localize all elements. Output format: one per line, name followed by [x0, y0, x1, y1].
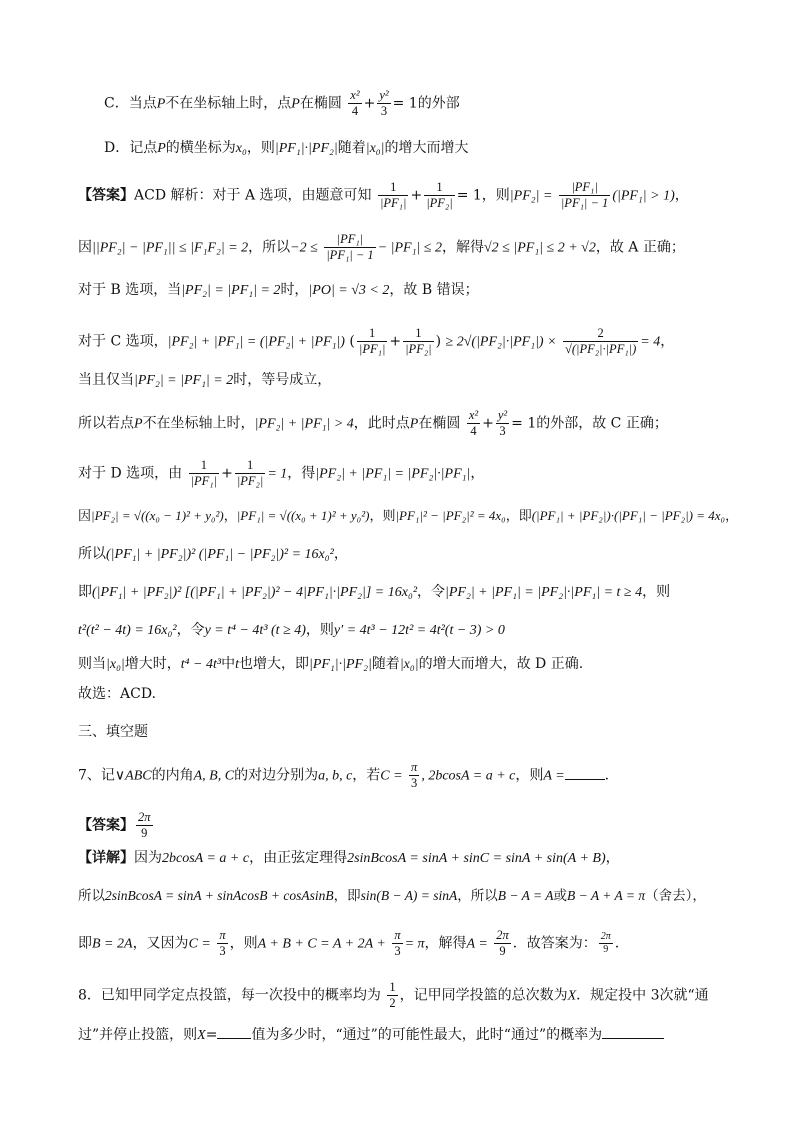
answer-line-13	[78, 684, 156, 704]
answer-line-5	[78, 370, 331, 391]
math: B − A + A = π	[567, 888, 646, 903]
fraction: $\frac{1}{\text{|PF₂|}}$	[405, 326, 432, 356]
fraction: $\frac{\text{x²}}{4}$	[468, 408, 479, 438]
math: (|PF₁| + |PF₂|)² (|PF₁| − |PF₂|)² = 16x₀²	[106, 547, 334, 562]
detail-line-3	[78, 928, 619, 959]
text: 对于 C 选项，	[78, 333, 168, 350]
text: 所以	[78, 546, 106, 562]
text: ，故 B 错误；	[389, 282, 479, 298]
math: |PF₁|·|PF₂|	[274, 141, 338, 156]
text: 即	[78, 935, 92, 952]
answer-line-1: 【答案】ACD 解析：对于 A 选项，由题意可知 $\frac{1}{\text{|PF₁|}}$ + $\frac{1}{\text{|PF₂|}}$ = 1，则|PF₂| = $\frac{\text{|PF₁|}}{\text{|PF₁| − 1}}$ (|PF₁| > 1)，	[78, 180, 689, 210]
math: −2 ≤	[290, 240, 318, 256]
text: ，	[605, 850, 620, 866]
text: 的对边分别为	[234, 767, 319, 784]
section-heading	[78, 722, 148, 742]
fraction: $\frac{2\pi}{9}$	[496, 928, 509, 958]
text: 在椭圆	[299, 95, 342, 112]
text: ，则	[229, 935, 258, 952]
answer-7	[78, 810, 155, 841]
answer-label: 【答案】	[78, 817, 134, 834]
text: ，则	[305, 622, 334, 638]
math: P	[134, 416, 143, 432]
option-d-line	[104, 138, 469, 159]
text: 时，	[280, 282, 309, 298]
math: |PF₂| = |PF₁| = 2	[134, 373, 234, 388]
text: 中	[221, 656, 236, 672]
answer-line-4: 对于 C 选项，|PF₂| + |PF₁| = (|PF₂| + |PF₁|) ( $\frac{1}{\text{|PF₁|}}$ + $\frac{1}{\text{|PF₂|}}$ ) ≥ 2√(|PF₂|·|PF₁|) × $\frac{2}{\text{√(|PF₂|·|PF₁|)}}$ = 4，	[78, 326, 675, 356]
fraction: $\frac{\text{y²}}{3}$	[497, 408, 508, 438]
text: ，即	[333, 888, 361, 904]
text: ，故 A 正确；	[595, 239, 685, 256]
math: A, B, C	[193, 768, 235, 784]
detail-label: 【详解】	[78, 850, 134, 866]
text: 故选：ACD.	[78, 686, 156, 702]
math: P	[291, 96, 300, 112]
fraction: $\frac{2}{\text{√(|PF₂|·|PF₁|)}}$	[564, 326, 637, 356]
fraction: $\frac{\text{x²}}{4}$	[350, 88, 360, 118]
math: |PF₁|² − |PF₂|² = 4x₀	[395, 508, 506, 523]
text: ，	[674, 187, 689, 204]
math: |PF₁|·|PF₂|	[308, 657, 372, 672]
math: |PF₂| = √((x₀ − 1)² + y₀²)	[91, 508, 224, 523]
math: ∨ABC	[114, 768, 152, 784]
text: ，	[333, 546, 348, 562]
math: t	[235, 657, 239, 672]
text: 的增大而增大，故 D 正确.	[418, 656, 584, 672]
math: B − A = A	[497, 888, 554, 903]
text: ，此时点	[353, 415, 410, 432]
text: D．记点	[104, 140, 158, 156]
text: ，	[725, 509, 739, 524]
math: (|PF₁| > 1)	[612, 188, 675, 204]
text: ，	[223, 509, 237, 524]
detail-line-2	[78, 886, 706, 906]
fraction: $\frac{2\pi}{9}$	[600, 931, 611, 955]
math: |x₀|	[106, 657, 125, 672]
math: |PF₂| + |PF₁| = |PF₂|·|PF₁| = t ≥ 4	[445, 585, 643, 600]
math: |PO| = √3 < 2	[308, 283, 390, 298]
text: （舍去），	[645, 888, 706, 904]
answer-label: 【答案】	[78, 187, 134, 204]
answer-line-10	[78, 582, 670, 603]
text: 的横坐标为	[165, 140, 236, 156]
math: = 1	[392, 95, 418, 112]
math: |PF₂| + |PF₁| = |PF₂|·|PF₁|	[315, 466, 471, 482]
math: y′ = 4t³ − 12t² = 4t²(t − 3) > 0	[333, 623, 505, 638]
answer-line-8	[78, 506, 738, 527]
text: ，解得	[424, 935, 467, 952]
text: 所以若点	[78, 415, 134, 432]
text: 的增大而增大	[384, 140, 469, 156]
text: ，即	[505, 509, 532, 524]
math: |x₀|	[365, 141, 385, 156]
text: 增大时，	[124, 656, 181, 672]
fraction: $\frac{\pi}{3}$	[411, 760, 418, 790]
question-7	[78, 760, 609, 791]
math: X	[197, 1028, 206, 1043]
text: C．当点	[104, 95, 157, 112]
math: (|PF₁| + |PF₂|)² [(|PF₁| + |PF₂|)² − 4|PF₁|·|PF₂|] = 16x₀²	[92, 585, 418, 600]
text: ，	[660, 333, 675, 350]
math: C =	[380, 768, 403, 784]
math: A + B + C = A + 2A +	[257, 936, 386, 952]
fraction: $\frac{1}{\text{|PF₁|}}$	[190, 458, 218, 488]
text: ，得	[287, 465, 316, 482]
math: |PF₂| = |PF₁| = 2	[181, 283, 281, 298]
text: .	[604, 767, 610, 784]
math: t⁴ − 4t³	[180, 657, 222, 672]
answer-line-12	[78, 654, 583, 675]
text: 不在坐标轴上时，	[142, 415, 255, 432]
text: ，令	[417, 584, 446, 600]
text: ，所以	[248, 239, 291, 256]
text: 的外部	[417, 95, 460, 112]
text: 对于 B 选项，当	[78, 282, 182, 298]
math: A =	[466, 936, 488, 952]
math: P	[157, 141, 166, 156]
fraction: $\frac{\text{y²}}{3}$	[379, 88, 389, 118]
text: 随着	[337, 140, 366, 156]
text: ACD 解析：对于 A 选项，由题意可知	[134, 187, 372, 204]
fraction: $\frac{\pi}{3}$	[219, 928, 226, 958]
text: ，又因为	[132, 935, 189, 952]
text: 不在坐标轴上时，点	[165, 95, 292, 112]
text: 的内角	[151, 767, 194, 784]
answer-line-6: 所以若点P不在坐标轴上时，|PF₂| + |PF₁| > 4，此时点P在椭圆 $\frac{\text{x²}}{4}$ + $\frac{\text{y²}}{3}$ = 1的外部，故 C 正确；	[78, 408, 668, 438]
text: ，记甲同学投篮的总次数为	[399, 987, 568, 1004]
answer-line-3	[78, 280, 479, 301]
text: 对于 D 选项，由	[78, 465, 183, 482]
fraction: $\frac{\text{|PF₁|}}{\text{|PF₁| − 1}}$	[326, 232, 374, 262]
text: 随着	[371, 656, 400, 672]
option-c-line: C．当点P不在坐标轴上时，点P在椭圆 $\frac{\text{x²}}{4}$ + $\frac{\text{y²}}{3}$ = 1的外部	[104, 88, 460, 118]
text: 所以	[78, 888, 105, 904]
fraction: $\frac{\pi}{3}$	[394, 928, 401, 958]
math: √2 ≤ |PF₁| ≤ 2 + √2	[484, 240, 596, 256]
text: ，则	[246, 140, 275, 156]
text: 则当	[78, 656, 106, 672]
text: 也增大，即	[238, 656, 309, 672]
math: y = t⁴ − 4t³ (t ≥ 4)	[204, 623, 306, 638]
fraction: $\frac{1}{\text{|PF₂|}}$	[426, 180, 453, 210]
text: 过”并停止投篮，则	[78, 1027, 198, 1043]
text: 当且仅当	[78, 372, 134, 388]
text: .	[614, 935, 620, 952]
math: = π	[404, 936, 425, 952]
math: x₀	[235, 141, 247, 156]
text: ，令	[176, 622, 205, 638]
math: X	[567, 988, 577, 1004]
math: sin(B − A) = sinA	[360, 888, 458, 903]
fraction: $\frac{1}{\text{|PF₁|}}$	[379, 180, 407, 210]
text: ，则	[369, 509, 396, 524]
fraction: $\frac{1}{\text{|PF₁|}}$	[358, 326, 386, 356]
math: C =	[188, 936, 211, 952]
text: 因	[78, 509, 92, 524]
text: ，则	[515, 767, 544, 784]
answer-blank[interactable]	[602, 1024, 664, 1039]
text: ．规定投中 3次就“通	[576, 987, 709, 1004]
text: ，解得	[442, 239, 484, 256]
math: B = 2A	[92, 936, 133, 952]
text: 值为多少时，“通过”的可能性最大，此时“通过”的概率为	[251, 1027, 603, 1043]
math: 2sinBcosA = sinA + sinAcosB + cosAsinB	[105, 888, 334, 903]
math: = 1	[267, 466, 288, 482]
fraction: $\frac{1}{\text{|PF₂|}}$	[236, 458, 264, 488]
text: 时，等号成立，	[233, 372, 332, 388]
text: 或	[553, 888, 568, 904]
text: 因	[78, 239, 92, 256]
text: 8．已知甲同学定点投篮，每一次投中的概率均为	[78, 987, 381, 1004]
answer-blank[interactable]	[565, 765, 605, 780]
text: ，由正弦定理得	[249, 850, 348, 866]
math: 2sinBcosA = sinA + sinC = sinA + sin(A + B)	[347, 851, 606, 866]
text: ，则	[481, 187, 510, 204]
detail-line-1	[78, 848, 620, 869]
text: 因为	[134, 850, 162, 866]
text: ．故答案为：	[512, 935, 597, 952]
answer-line-11	[78, 620, 505, 641]
math: |PF₂| =	[509, 188, 553, 204]
math: |PF₂| + |PF₁| > 4	[254, 416, 354, 432]
text: 7、记	[78, 767, 115, 784]
fraction: $\frac{\text{|PF₁|}}{\text{|PF₁| − 1}}$	[560, 180, 609, 210]
text: 三、填空题	[78, 724, 148, 740]
math: = 1	[456, 187, 482, 204]
math: (|PF₁| + |PF₂|)·(|PF₁| − |PF₂|) = 4x₀	[531, 508, 726, 523]
math: P	[409, 416, 419, 432]
math: = 1	[511, 415, 537, 432]
answer-line-9	[78, 544, 348, 565]
math: 2bcosA = a + c	[162, 851, 250, 866]
math: P	[156, 96, 166, 112]
text: ，若	[352, 767, 381, 784]
fraction: $\frac{2\pi}{9}$	[138, 810, 151, 840]
text: ，所以	[457, 888, 498, 904]
text: ，则	[642, 584, 671, 600]
text: 的外部，故 C 正确；	[536, 415, 668, 432]
math: |x₀|	[399, 657, 419, 672]
math: A =	[543, 768, 565, 784]
math: − |PF₁| ≤ 2	[377, 240, 442, 256]
question-8-line-1	[78, 980, 709, 1011]
fraction: $\frac{1}{2}$	[389, 980, 396, 1010]
answer-line-2	[78, 232, 685, 263]
text: 即	[78, 584, 92, 600]
answer-blank[interactable]	[217, 1024, 251, 1039]
math: |PF₁| = √((x₀ + 1)² + y₀²)	[236, 508, 370, 523]
math: , 2bcosA = a + c	[421, 768, 516, 784]
math: |PF₂| + |PF₁| = (|PF₂| + |PF₁|)	[167, 334, 345, 350]
question-8-line-2: 过”并停止投篮，则X= 值为多少时，“通过”的可能性最大，此时“通过”的概率为	[78, 1024, 664, 1046]
math: = 4	[640, 334, 661, 350]
math: a, b, c	[318, 768, 353, 784]
math: ||PF₂| − |PF₁|| ≤ |F₁F₂| = 2	[92, 240, 249, 256]
answer-line-7: 对于 D 选项，由 $\frac{1}{\text{|PF₁|}}$ + $\frac{1}{\text{|PF₂|}}$ = 1，得|PF₂| + |PF₁| = |PF₂|·|PF₁|，	[78, 458, 485, 488]
math: ≥ 2√(|PF₂|·|PF₁|) ×	[445, 334, 557, 350]
text: ，	[470, 465, 485, 482]
math: t²(t² − 4t) = 16x₀²	[78, 623, 177, 638]
text: 在椭圆	[418, 415, 461, 432]
